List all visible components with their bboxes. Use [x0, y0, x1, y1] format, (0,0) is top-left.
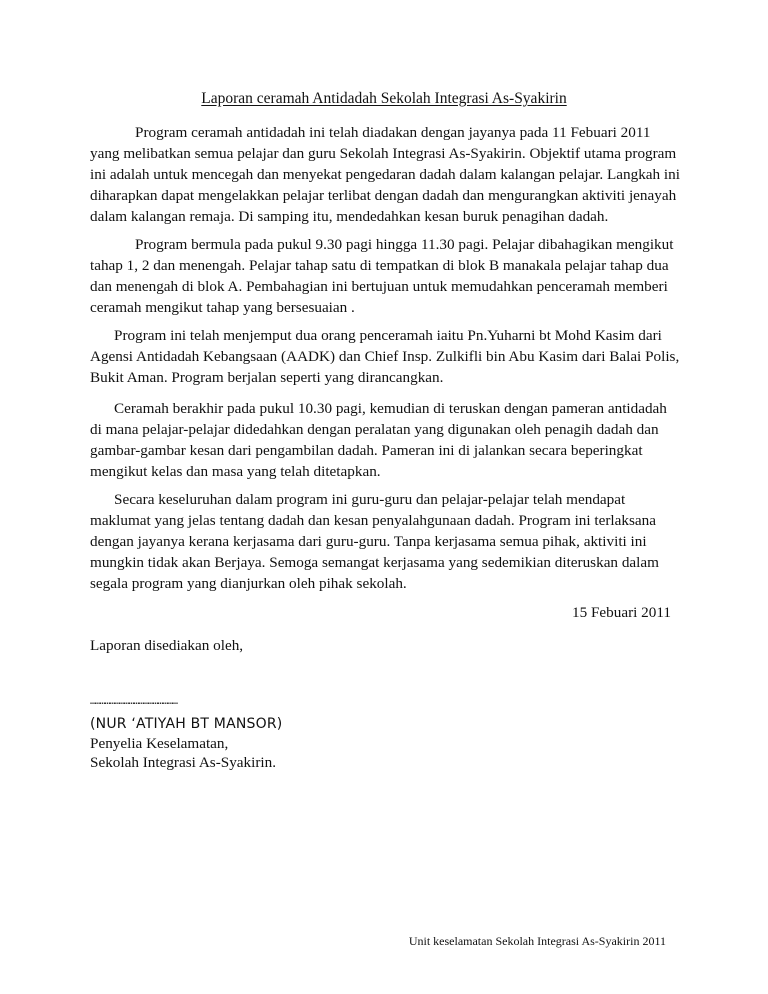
paragraph-line: Secara keseluruhan dalam program ini guru-guru dan pelajar-pelajar telah mendapat	[114, 491, 626, 508]
paragraph-line: ini adalah untuk mencegah dan menyekat pengedaran dadah dalam kalangan pelajar. Langkah ini	[90, 166, 680, 183]
prepared-by-label: Laporan disediakan oleh,	[90, 637, 244, 654]
paragraph-line: gambar-gambar kesan dari pengambilan dadah. Pameran ini di jalankan secara beperingkat	[90, 442, 643, 459]
paragraph-line: mungkin tidak akan Berjaya. Semoga semangat kerjasama yang sedemikian diteruskan dalam	[90, 554, 659, 571]
paragraph-line: diharapkan dapat mengelakkan pelajar terlibat dengan dadah dan mengurangkan aktiviti jenayah	[90, 187, 677, 204]
paragraph-line: dan menengah di blok A. Pembahagian ini bertujuan untuk memudahkan penceramah memberi	[90, 278, 668, 295]
paragraph-1	[90, 122, 680, 227]
signer-name: (NUR ‘ATIYAH BT MANSOR)	[90, 716, 283, 732]
signature-line: ………………………………………………	[90, 696, 177, 707]
paragraph-line: di mana pelajar-pelajar didedahkan dengan peralatan yang digunakan oleh penagih dadah dan	[90, 421, 659, 438]
paragraph-line: yang melibatkan semua pelajar dan guru Sekolah Integrasi As-Syakirin. Objektif utama program	[90, 145, 677, 162]
paragraph-line: segala program yang dianjurkan oleh pihak sekolah.	[90, 575, 407, 592]
paragraph-2	[90, 234, 680, 318]
paragraph-line: ceramah mengikut tahap yang bersesuaian .	[90, 299, 355, 316]
paragraph-line: Bukit Aman. Program berjalan seperti yang dirancangkan.	[90, 369, 444, 386]
page-footer: Unit keselamatan Sekolah Integrasi As-Syakirin 2011	[408, 934, 666, 948]
paragraph-line: Ceramah berakhir pada pukul 10.30 pagi, kemudian di teruskan dengan pameran antidadah	[114, 400, 667, 417]
paragraph-line: tahap 1, 2 dan menengah. Pelajar tahap satu di tempatkan di blok B manakala pelajar tahap dua	[90, 257, 669, 274]
document-title: Laporan ceramah Antidadah Sekolah Integrasi As-Syakirin	[201, 90, 567, 107]
paragraph-line: dengan jayanya kerana kerjasama dari guru-guru. Tanpa kerjasama semua pihak, aktiviti ini	[90, 533, 647, 550]
paragraph-line: Program ini telah menjemput dua orang penceramah iaitu Pn.Yuharni bt Mohd Kasim dari	[114, 327, 662, 344]
paragraph-line: Program ceramah antidadah ini telah diadakan dengan jayanya pada 11 Febuari 2011	[135, 124, 651, 141]
paragraph-4	[90, 398, 680, 482]
paragraph-line: maklumat yang jelas tentang dadah dan kesan penyalahgunaan dadah. Program ini terlaksana	[90, 512, 656, 529]
paragraph-line: Agensi Antidadah Kebangsaan (AADK) dan Chief Insp. Zulkifli bin Abu Kasim dari Balai Polis,	[90, 348, 680, 365]
paragraph-line: Program bermula pada pukul 9.30 pagi hingga 11.30 pagi. Pelajar dibahagikan mengikut	[135, 236, 674, 253]
paragraph-3	[90, 325, 680, 388]
signer-position: Penyelia Keselamatan,	[90, 735, 229, 752]
report-date: 15 Febuari 2011	[572, 604, 671, 621]
paragraph-5	[90, 489, 680, 594]
paragraph-line: mengikut kelas dan masa yang telah ditetapkan.	[90, 463, 381, 480]
signer-school: Sekolah Integrasi As-Syakirin.	[90, 754, 277, 771]
paragraph-line: dalam kalangan remaja. Di samping itu, mendedahkan kesan buruk penagihan dadah.	[90, 208, 609, 225]
